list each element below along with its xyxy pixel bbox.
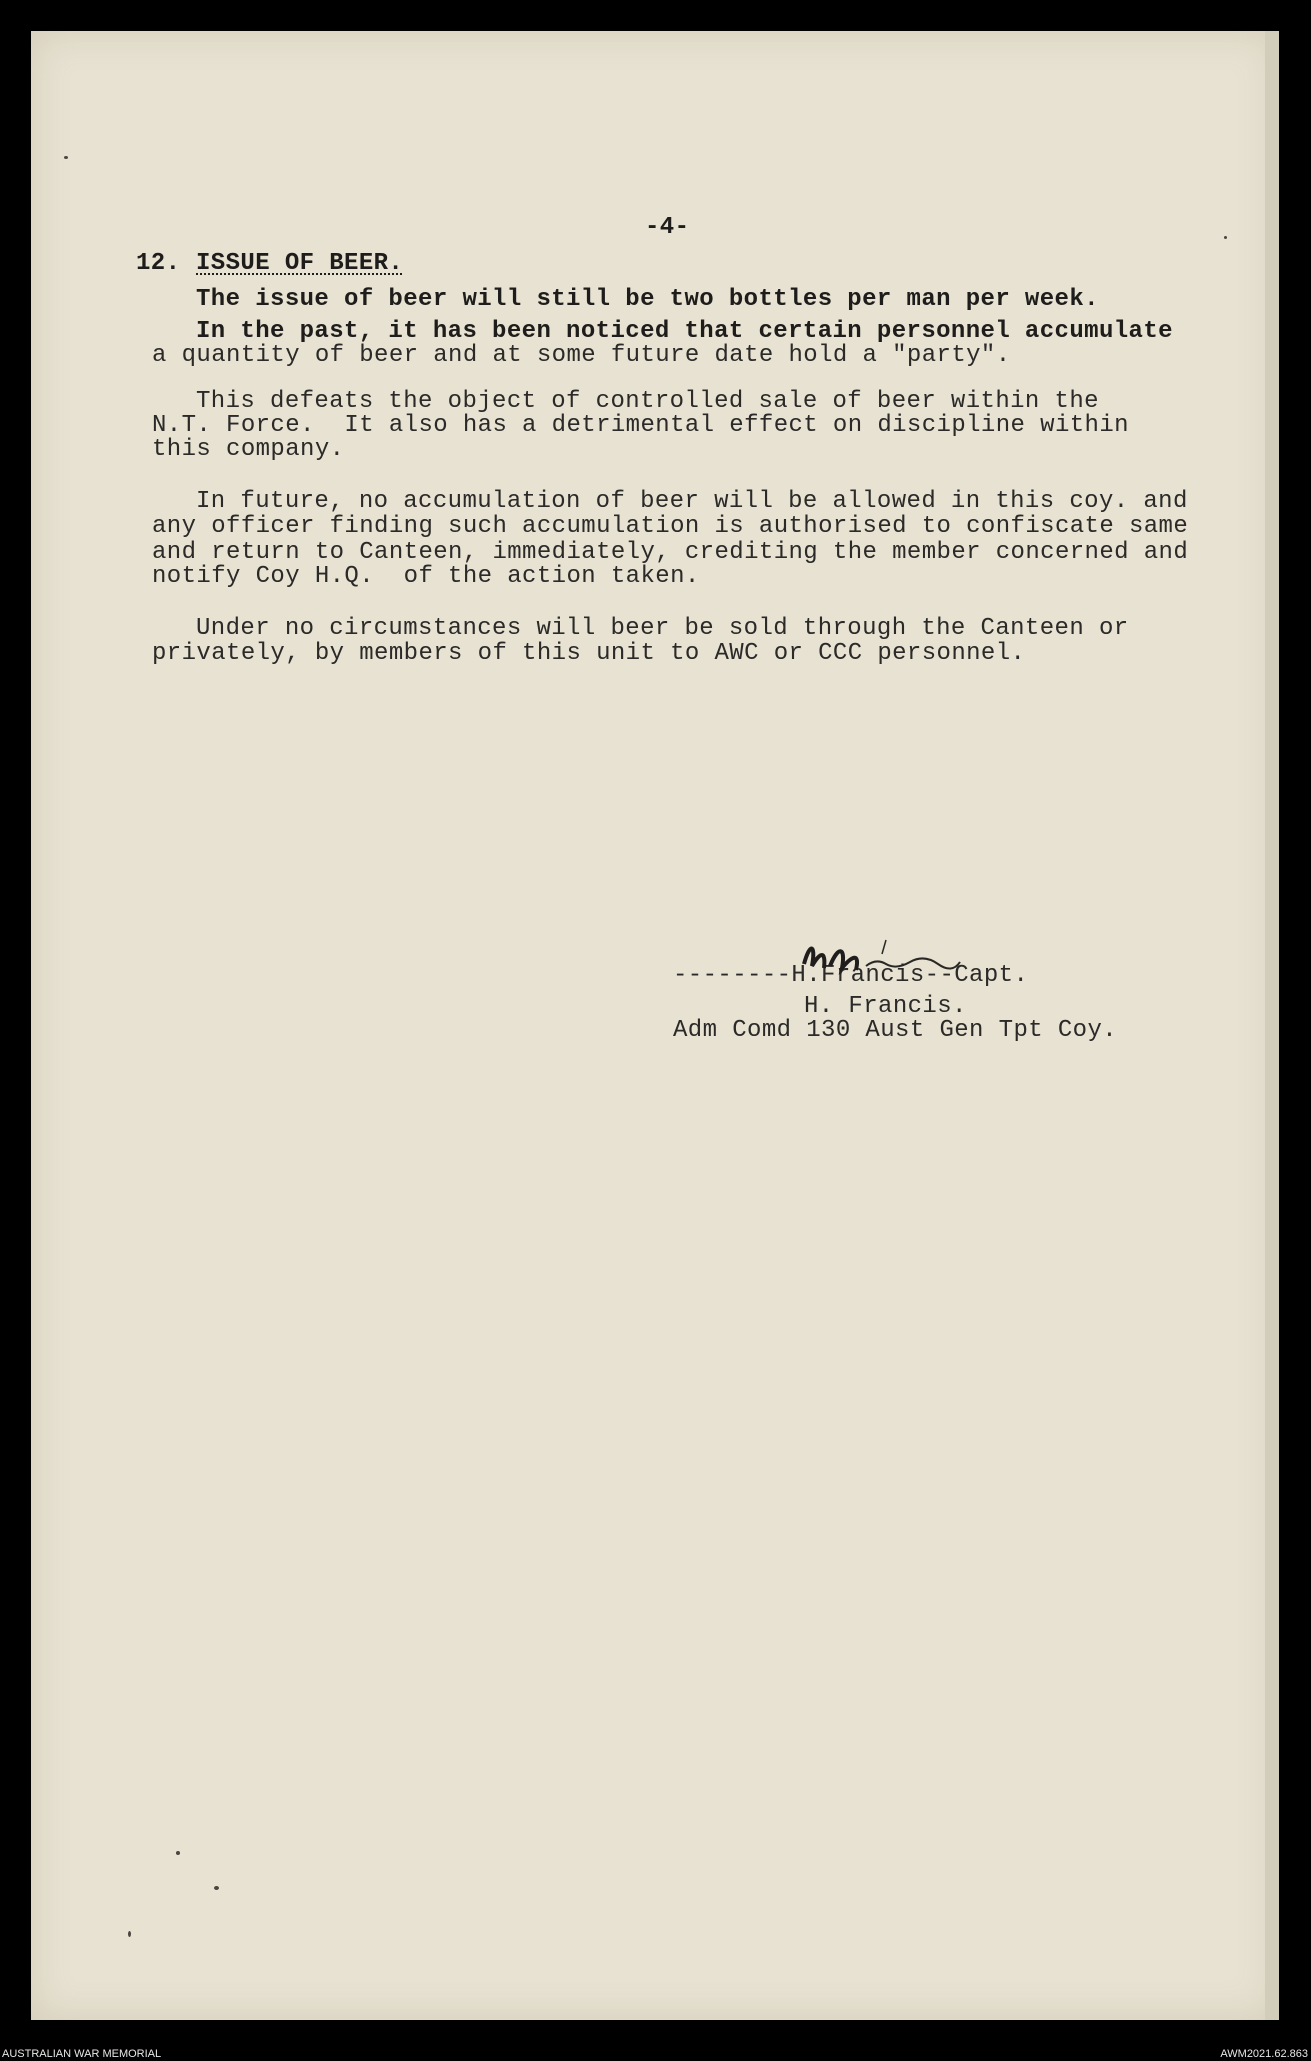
paragraph-line: N.T. Force. It also has a detrimental effect on discipline within	[152, 412, 1129, 439]
paper-mark	[214, 1886, 219, 1890]
handwritten-signature	[790, 932, 1000, 982]
section-heading: ISSUE OF BEER.	[196, 250, 404, 277]
paragraph-line: any officer finding such accumulation is authorised to confiscate same	[152, 513, 1189, 540]
paragraph-line: This defeats the object of controlled sale of beer within the	[196, 388, 1099, 415]
paragraph-line: a quantity of beer and at some future date hold a "party".	[152, 342, 1011, 369]
footer-institution: AUSTRALIAN WAR MEMORIAL	[2, 2048, 162, 2060]
paragraph-line: privately, by members of this unit to AWC or CCC personnel.	[152, 640, 1026, 667]
paragraph-line: In future, no accumulation of beer will be allowed in this coy. and	[196, 488, 1188, 515]
page-edge	[1265, 31, 1279, 2020]
paragraph-line: In the past, it has been noticed that certain personnel accumulate	[196, 318, 1173, 345]
footer-accession-number: AWM2021.62.863	[1220, 2048, 1308, 2060]
paragraph-line: this company.	[152, 436, 345, 463]
paragraph-line: notify Coy H.Q. of the action taken.	[152, 563, 700, 590]
paper-mark	[128, 1931, 131, 1937]
paragraph-line: and return to Canteen, immediately, crediting the member concerned and	[152, 539, 1189, 566]
section-number: 12.	[136, 250, 181, 277]
paper-mark	[176, 1851, 180, 1855]
page-number: -4-	[645, 214, 690, 241]
signatory-name: H. Francis.	[804, 993, 967, 1020]
signatory-appointment: Adm Comd 130 Aust Gen Tpt Coy.	[673, 1017, 1118, 1044]
paragraph-line: The issue of beer will still be two bottles per man per week.	[196, 286, 1099, 313]
signature-line: --------H.Francis--Capt.	[673, 962, 1029, 989]
paper-mark	[64, 156, 68, 159]
paragraph-line: Under no circumstances will beer be sold through the Canteen or	[196, 615, 1129, 642]
paper-mark	[1224, 236, 1227, 239]
